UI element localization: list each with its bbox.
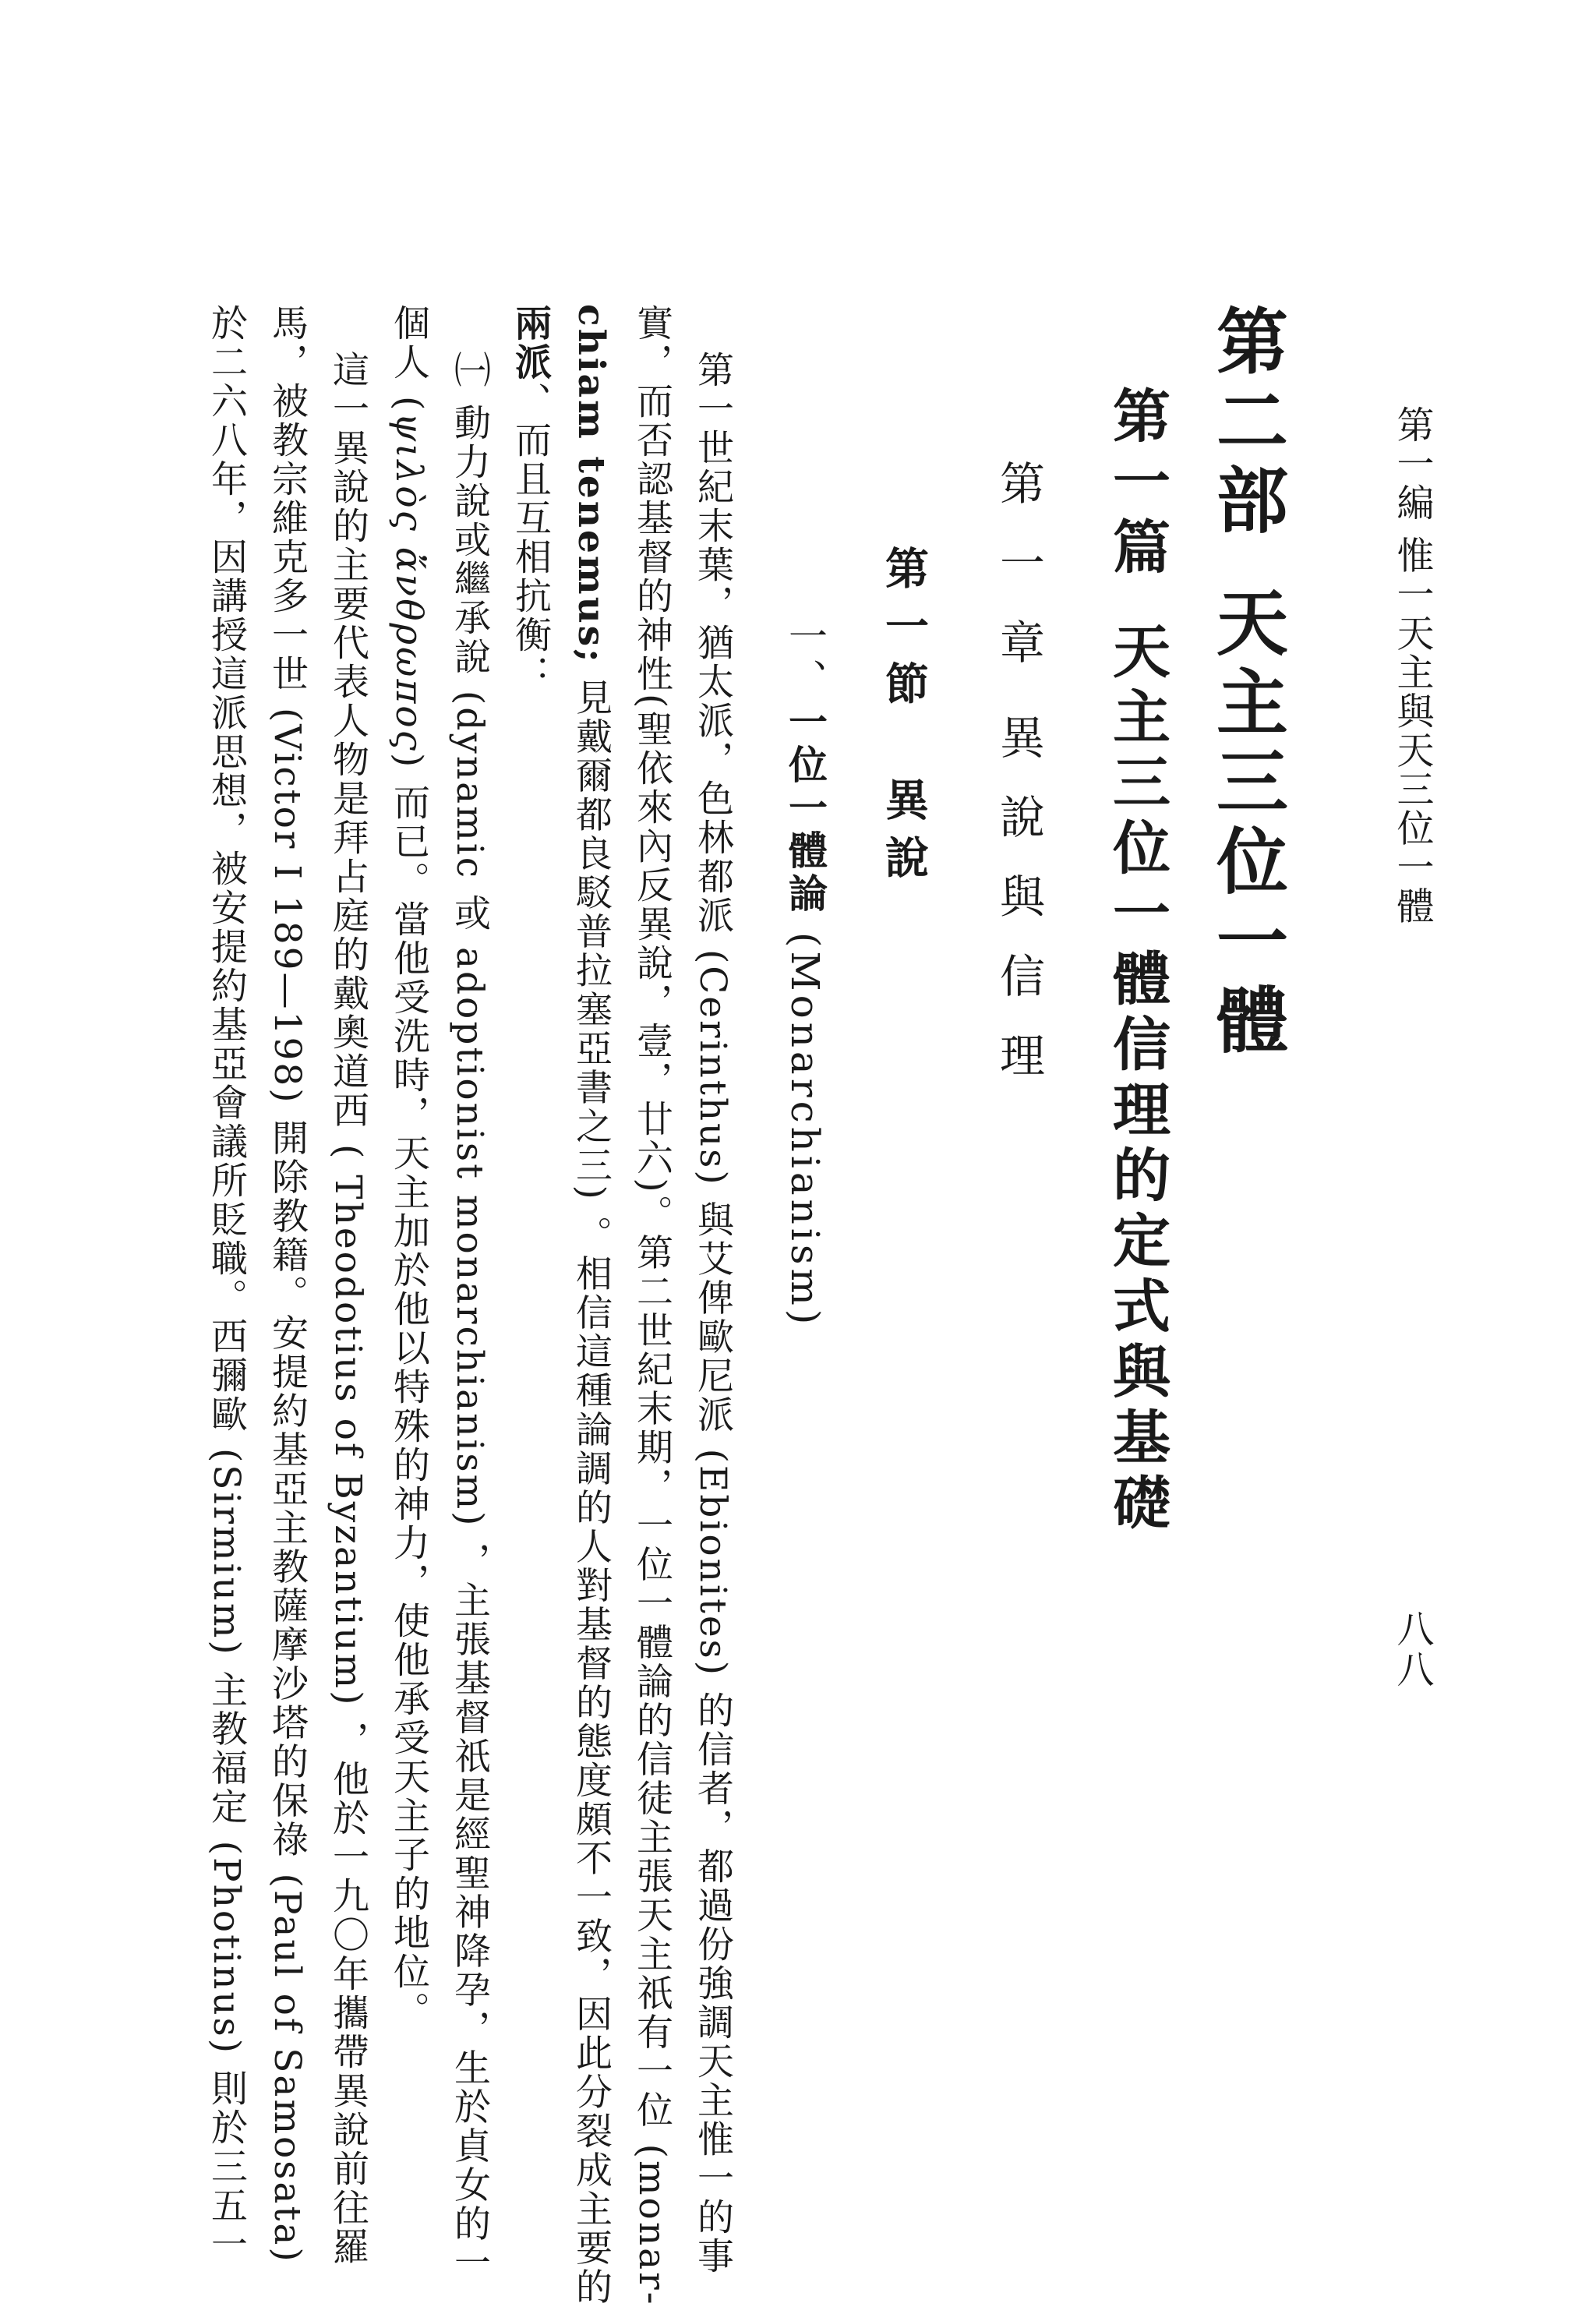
- body-line-4: [509, 304, 552, 694]
- body-line-8: [266, 304, 309, 2264]
- part-heading: [1205, 304, 1289, 1062]
- body-line-2: [630, 304, 673, 2307]
- line-text-latin: chiam tenemus;: [570, 304, 613, 665]
- body-line-7: [327, 351, 369, 2267]
- part-label: 第二部: [1205, 304, 1289, 542]
- part-title: 天主三位一體: [1205, 585, 1289, 1062]
- subsection-title: 一位一體論: [782, 701, 828, 916]
- running-head: 第一編 惟一天主與天三位一體: [1390, 405, 1434, 926]
- line-text: 、而且互相抗衡：: [509, 382, 552, 694]
- subsection-number: 一、: [782, 616, 828, 701]
- line-text: ，而否認基督的神性(聖依來內反異說，壹，廿六)。第二世紀末期，一位一體論的信徒主張天主祇有一位 (monar-: [630, 343, 673, 2307]
- page-number: 八八: [1390, 1609, 1434, 1691]
- article-title: 異說: [878, 777, 930, 892]
- line-text: ) 而已。當他受洗時，天主加於他以特殊的神力，使他承受天主子的地位。: [387, 753, 430, 2031]
- body-line-5: [448, 351, 491, 2283]
- line-text-greek: ψιλὸς ἄνθρωπος: [387, 412, 430, 753]
- section-title: 天主三位一體信理的定式與基礎: [1103, 621, 1171, 1538]
- line-text: 這一異說的主要代表人物是拜占庭的戴奧道西 ( Theodotius of Byzantium) ，他於一九〇年攜帶異說前往羅: [327, 351, 369, 2267]
- subsection-heading: [782, 616, 828, 1329]
- article-label: 第一節: [878, 546, 930, 719]
- chapter-heading: [992, 460, 1045, 1111]
- section-heading: [1103, 386, 1171, 1538]
- line-text: 實: [630, 304, 673, 343]
- line-text: 於二六八年，因講授這派思想，被安提約基亞會議所貶職。西彌歐 (Sirmium) 主教福定 (Photinus) 則於三五一: [205, 304, 248, 2265]
- body-line-6: [387, 304, 430, 2031]
- line-text: 個人 (: [387, 304, 430, 413]
- article-heading: [878, 546, 930, 892]
- subsection-latin: (Monarchianism): [782, 931, 828, 1329]
- line-text: 事: [691, 2237, 734, 2277]
- line-text: 第一世紀末葉，猶太派，色林都派 (Cerinthus) 與艾俾歐尼派 (Ebionites) 的信者，都過份強調天主惟一的: [691, 351, 734, 2238]
- chapter-label: 第一章: [992, 460, 1045, 698]
- chapter-title: 異說與信理: [992, 714, 1045, 1111]
- line-text: 兩派: [509, 304, 552, 382]
- body-line-9: [205, 304, 248, 2265]
- body-line-3: [570, 304, 613, 2307]
- line-text: 見戴爾都良駁普拉塞亞書之三) 。相信這種論調的人對基督的態度頗不一致，因此分裂成主要的: [570, 664, 613, 2307]
- body-line-1: [691, 351, 734, 2277]
- line-text: 馬，被教宗維克多一世 (Victor I 189—198) 開除教籍。安提約基亞主教薩摩沙塔的保祿 (Paul of Samosata): [266, 304, 309, 2264]
- line-text: ㈠ 動力說或繼承說 (dynamic 或 adoptionist monarchianism) ，主張基督祇是經聖神降孕，生於貞女的一: [448, 351, 491, 2283]
- section-label: 第一篇: [1103, 386, 1171, 582]
